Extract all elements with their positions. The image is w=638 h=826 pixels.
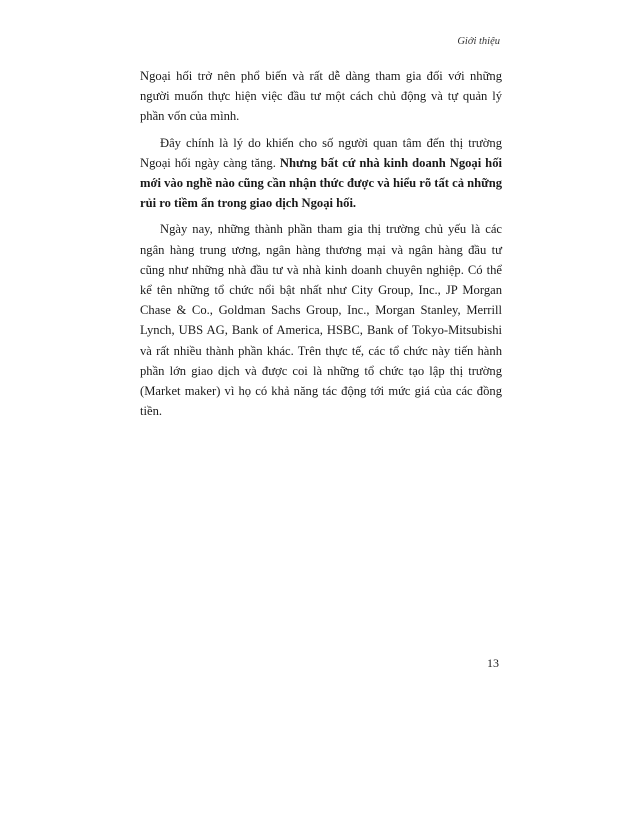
paragraph-2-emphasis: Nhưng bất cứ nhà kinh doanh Ngoại hối mới vào nghề nào cũng cần nhận thức được và hiểu rõ tất cả những rủi ro tiềm ẩn trong giao dịch Ngoại hối. (140, 155, 503, 211)
page-number: 13 (487, 656, 499, 670)
body-text (140, 66, 502, 427)
paragraph-1: Ngoại hối trở nên phổ biến và rất dễ dàng tham gia đối với những người muốn thực hiện việc đầu tư một cách chủ động và tự quản lý phần vốn của mình. (140, 69, 502, 124)
paragraph-2-plain: Đây chính là lý do khiến cho số người quan tâm đến thị trường Ngoại hối ngày càng tăng. (140, 135, 502, 170)
paragraph-2 (140, 133, 502, 214)
running-header: Giới thiệu (457, 36, 500, 47)
paragraph-3: Ngày nay, những thành phần tham gia thị trường chủ yếu là các ngân hàng trung ương, ngân hàng thương mại và ngân hàng đầu tư cũng như những nhà đầu tư và nhà kinh doanh chuyên nghiệp. Có thể kể tên những tổ chức nổi bật nhất như City Group, Inc., JP Morgan Chase & Co., Goldman Sachs Group, Inc., Morgan Stanley, Merrill Lynch, UBS AG, Bank of America, HSBC, Bank of Tokyo-Mitsubishi và rất nhiều thành phần khác. Trên thực tế, các tổ chức này tiến hành phần lớn giao dịch và được coi là những tổ chức tạo lập thị trường (Market maker) vì họ có khả năng tác động tới mức giá của các đồng tiền. (140, 222, 502, 419)
